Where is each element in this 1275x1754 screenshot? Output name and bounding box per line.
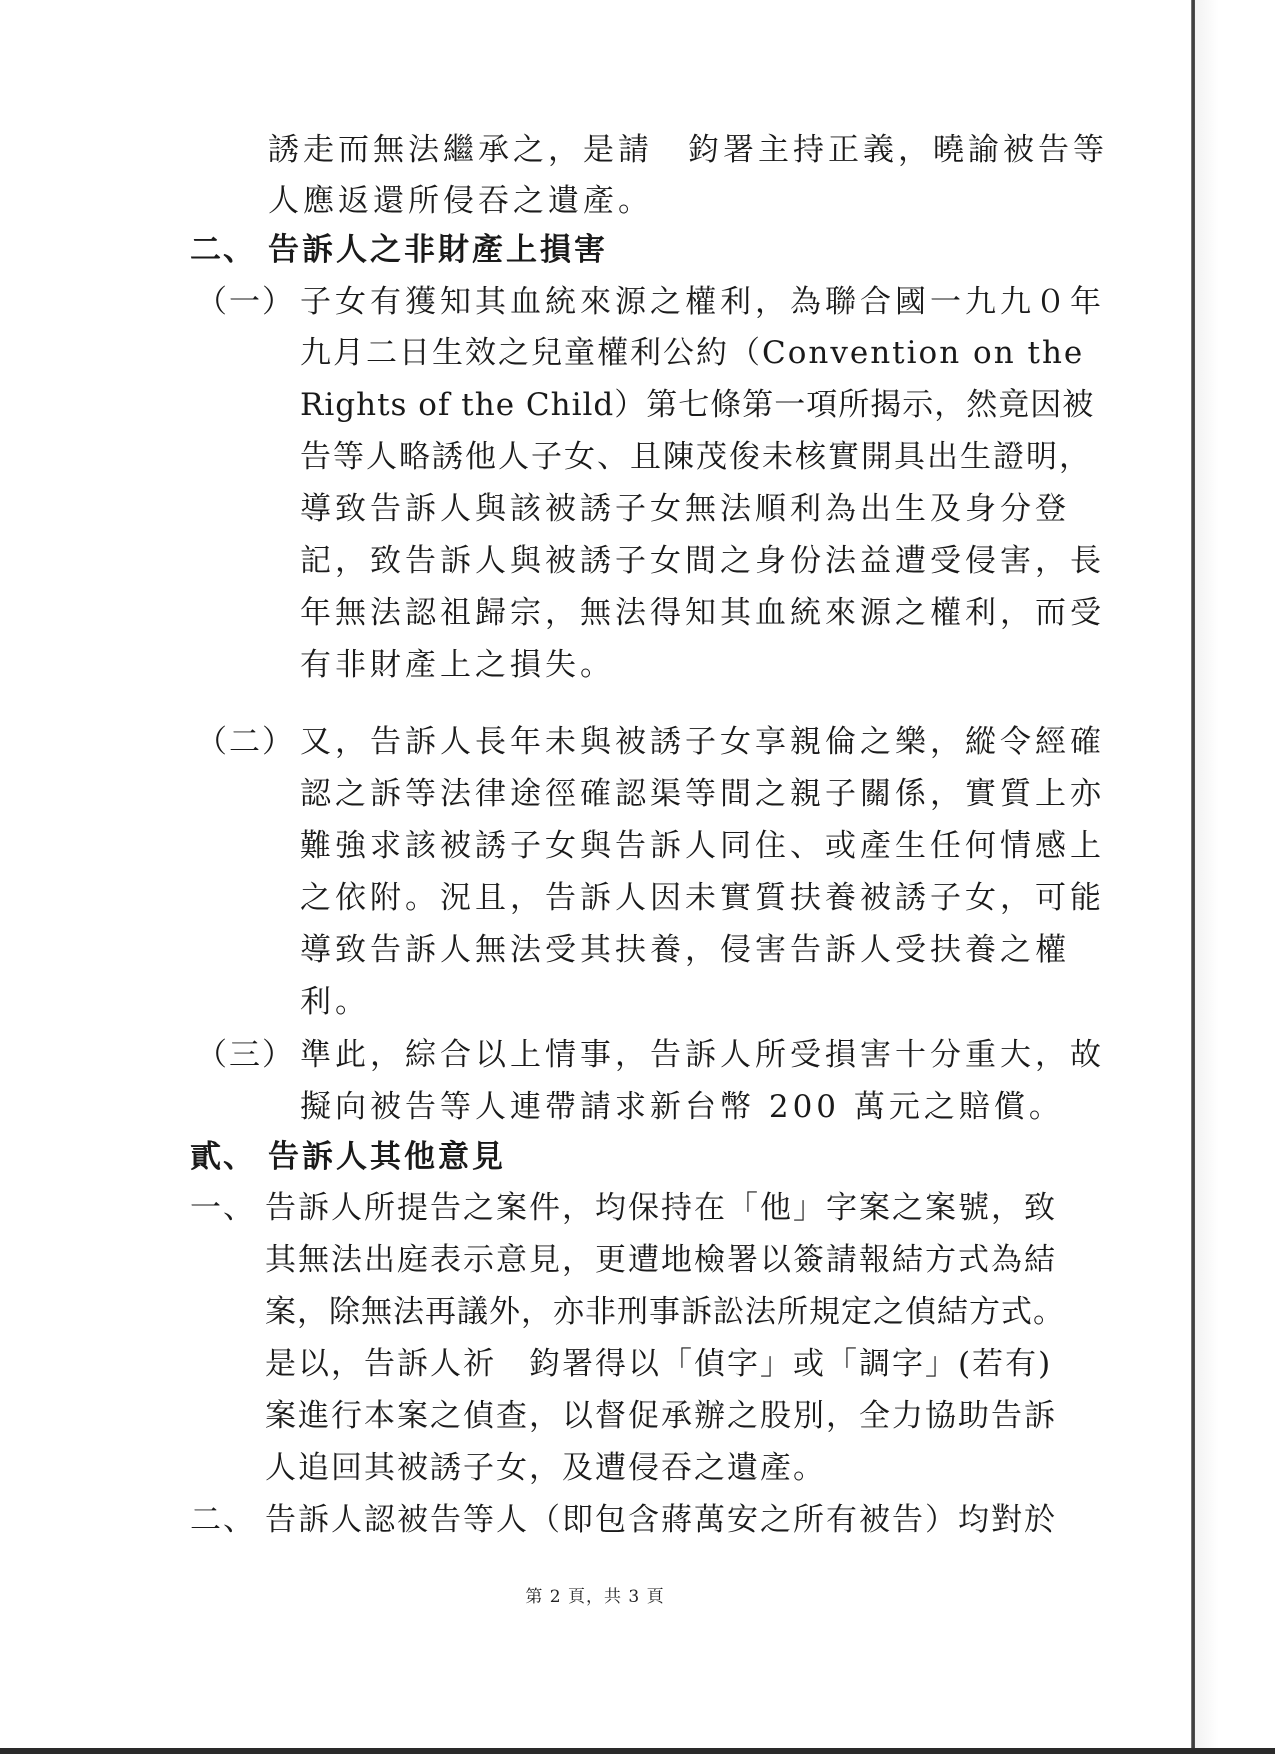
item-line: 導致告訴人無法受其扶養，侵害告訴人受扶養之權 — [300, 932, 1070, 968]
item-line: 之依附。況且，告訴人因未實質扶養被誘子女，可能 — [300, 880, 1105, 916]
item-line: 告訴人認被告等人（即包含蔣萬安之所有被告）均對於 — [265, 1502, 1057, 1538]
item-marker: （三） — [196, 1037, 295, 1073]
item-line: 案，除無法再議外，亦非刑事訴訟法所規定之偵結方式。 — [265, 1294, 1065, 1330]
section-title: 告訴人之非財產上損害 — [268, 232, 608, 268]
item-marker: （一） — [196, 284, 295, 320]
item-line: Rights of the Child）第七條第一項所揭示，然竟因被 — [300, 387, 1095, 423]
item-marker: （二） — [196, 724, 295, 760]
item-line: 導致告訴人與該被誘子女無法順利為出生及身分登 — [300, 491, 1070, 527]
item-line: 又，告訴人長年未與被誘子女享親倫之樂，縱令經確 — [300, 724, 1105, 760]
item-line: 年無法認祖歸宗，無法得知其血統來源之權利，而受 — [300, 595, 1105, 631]
item-line: 人追回其被誘子女，及遭侵吞之遺產。 — [265, 1450, 826, 1486]
item-line: 記，致告訴人與被誘子女間之身份法益遭受侵害，長 — [300, 543, 1105, 579]
item-line: 是以，告訴人祈 鈞署得以「偵字」或「調字」(若有) — [265, 1346, 1053, 1382]
item-line: 認之訴等法律途徑確認渠等間之親子關係，實質上亦 — [300, 776, 1105, 812]
scan-edge-shade — [1195, 0, 1275, 1754]
section-marker: 二、 — [190, 232, 256, 268]
item-line: 有非財產上之損失。 — [300, 647, 615, 683]
item-line: 子女有獲知其血統來源之權利，為聯合國一九九０年 — [300, 284, 1105, 320]
item-line: 擬向被告等人連帶請求新台幣 200 萬元之賠償。 — [300, 1089, 1064, 1125]
item-line: 告訴人所提告之案件，均保持在「他」字案之案號，致 — [265, 1190, 1057, 1226]
section-marker: 貳、 — [190, 1139, 256, 1175]
item-line: 九月二日生效之兒童權利公約（Convention on the — [300, 335, 1085, 371]
paragraph-line: 誘走而無法繼承之，是請 鈞署主持正義，曉諭被告等 — [268, 132, 1108, 168]
item-marker: 一、 — [190, 1190, 256, 1226]
item-line: 難強求該被誘子女與告訴人同住、或產生任何情感上 — [300, 828, 1105, 864]
paragraph-line: 人應返還所侵吞之遺產。 — [268, 183, 653, 219]
page-number: 第 2 頁，共 3 頁 — [525, 1587, 665, 1607]
section-title: 告訴人其他意見 — [268, 1139, 506, 1175]
scan-edge-bottom — [0, 1748, 1275, 1754]
item-line: 其無法出庭表示意見，更遭地檢署以簽請報結方式為結 — [265, 1242, 1057, 1278]
item-marker: 二、 — [190, 1502, 256, 1538]
item-line: 準此，綜合以上情事，告訴人所受損害十分重大，故 — [300, 1037, 1105, 1073]
item-line: 利。 — [300, 984, 370, 1020]
item-line: 案進行本案之偵查，以督促承辦之股別，全力協助告訴 — [265, 1398, 1057, 1434]
scan-edge-right — [1191, 0, 1195, 1754]
item-line: 告等人略誘他人子女、且陳茂俊未核實開具出生證明， — [300, 439, 1092, 475]
